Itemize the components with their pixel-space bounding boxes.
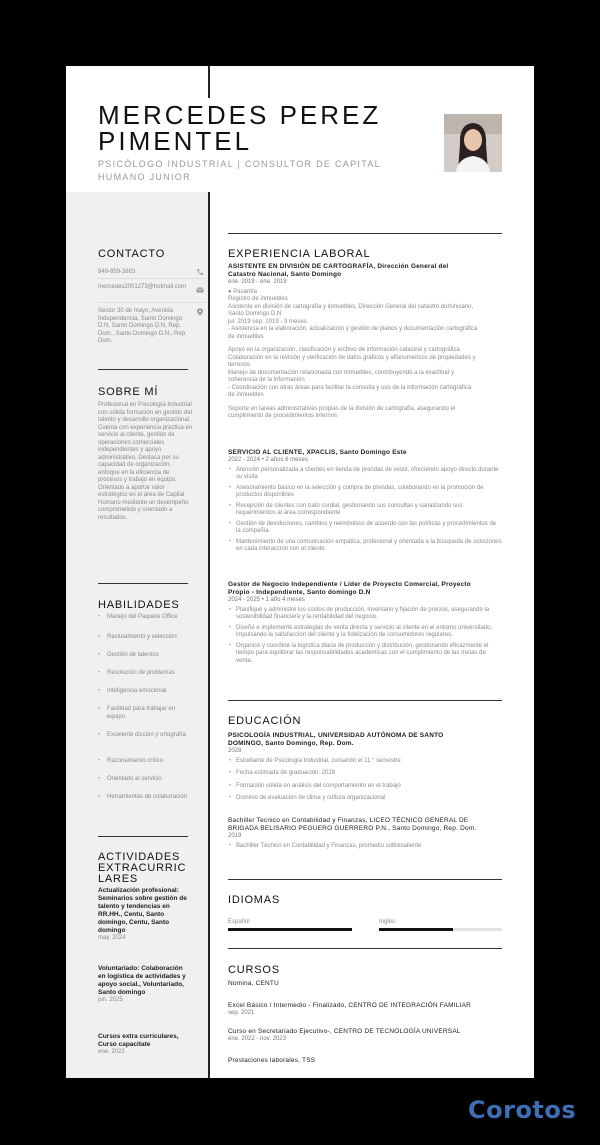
skill-item: • Orientado al servicio [98,776,194,794]
job-bullet: • Planifiqué y administré los costos de producción, inventario y fijación de precios, asegurando la sostenibilidad financiera y la rentabilidad del negocio. [228,607,502,622]
language-level-fill [228,928,352,931]
skill-item: • Gestión de talentos [98,652,194,670]
about-text: Profesional en Psicología Industrial con sólida formación en gestión del talento y desarrollo organizacional. Cuenta con experiencia práctica en servicio al cliente, gestión de operaciones comerciales independientes y apoyo administrativo. Destaca por su capacidad de organización, enfoque en la eficiencia de procesos y trabajo en equipo. Orientado a aportar valor estratégico en el área de Capital Humano mediante un desempeño comprometido y orientado a resultados. [98,402,193,521]
language-bar [228,928,352,931]
sidebar-rule [98,836,188,837]
skill-item: • Razonamiento crítico [98,758,194,776]
language-name: Inglés [379,919,396,925]
sidebar-rule [98,369,188,370]
skill-item: • Manejo del Paquete Office [98,614,194,634]
skill-item: • Reclutamiento y selección [98,634,194,652]
education-bullet: • Dominio de evaluación de clima y cultura organizacional [228,795,478,803]
activity-item: Actualización profesional: Seminarios sobre gestión de talento y tendencias en RR.HH., Centu, Santo domingo, Centu, Santo domingo may. 2024 [98,887,187,941]
skills-list [98,614,194,812]
language-name: Español [228,919,250,925]
job-bullet: • Gestión de devoluciones, cambios y reembolsos de acuerdo con las políticas y procedimientos de la compañía [228,521,502,536]
language-level-fill [379,928,453,931]
course-list [228,980,498,1065]
experience-heading: EXPERIENCIA LABORAL [228,248,371,260]
job-bullet: • Atención personalizada a clientes en tienda de prendas de vestir, ofreciendo apoyo directo durante su visita [228,467,502,482]
skill-item: • Excelente dicción y ortografía [98,732,194,758]
phone-text: 849-859-3803 [98,269,136,275]
email-text[interactable]: mercedes2001273@hotmail.com [98,284,187,290]
about-heading: SOBRE MÍ [98,386,159,398]
activity-item: Cursos extra curriculares, Curso capacitate ene. 2022 [98,1033,179,1055]
education-bullet: • Estudiante de Psicología Industrial, cursando el 11.° semestre [228,758,478,766]
job-bullet: • Organicé y coordiné la logística diaria de producción y distribución, gestionando eficazmente el tiempo para equilibrar las responsabilidades académicas con el cumplimiento de las metas de venta. [228,643,502,666]
person-name: MERCEDES PEREZ PIMENTEL [98,100,382,156]
location-pin-icon [196,308,204,316]
sidebar-rule [98,583,188,584]
mail-icon [196,286,204,294]
skill-item: • Facilidad para trabajar en equipo [98,706,194,732]
education-bullet: • Formación sólida en análisis del comportamiento en el trabajo [228,783,478,791]
column-divider [208,192,210,1078]
job-bullet: • Recepción de clientes con trato cordial, gestionando sus consultas y canalizando sus requerimientos al área correspondiente [228,503,502,518]
job-entry: SERVICIO AL CLIENTE, XPACLIS, Santo Domingo Este 2022 - 2024 • 2 años 6 meses • Atención personalizada a clientes en tienda de prendas de vestir, ofreciendo apoyo directo durante su visita • Asesoramiento básico en la selección y compra de prendas, colaborando en la promoción de productos disponibles • Recepción de clientes con trato cordial, gestionando sus consultas y canalizando sus requerimientos al área correspondiente • Gestión de devoluciones, cambios y reembolsos de acuerdo con las políticas y procedimientos de la compañía • Mantenimiento de una comunicación empática, profesional y orientada a la búsqueda de soluciones en cada interacción con el cliente [228,449,502,554]
course-item: Prestaciones laborales, TSS [228,1057,316,1064]
section-rule [228,233,502,234]
course-date: ene. 2022 - nov. 2023 [228,1035,286,1042]
section-rule [228,879,502,880]
job-bullet: • Asesoramiento básico en la selección y compra de prendas, colaborando en la promoción de productos disponibles [228,485,502,500]
contact-divider [98,302,206,303]
language-bar [379,928,502,931]
address-text: Sector 30 de mayo, Avenida Independencia, Santo Domingo D.N, Santo Domingo D.N, Rep. Dom., Santo Domingo D.N., Rep. Dom. [98,308,187,344]
activity-item: Voluntariado: Colaboración en logística de actividades y apoyo social., Voluntariado, Santo domingo jun. 2025 [98,965,186,1003]
contact-heading: CONTACTO [98,248,166,260]
job-entry: Gestor de Negocio Independiente / Líder de Proyecto Comercial, Proyecto Propio - Independiente, Santo domingo D.N 2024 - 2025 • 1 año 4 meses • Planifiqué y administré los costos de producción, inventario y fijación de precios, asegurando la sostenibilidad financiera y la rentabilidad del negocio. • Diseñé e implementé estrategias de venta directa y servicio al cliente en el entorno universitario, impulsando la satisfacción del cliente y la fidelización de consumidores regulares. • Organicé y coordiné la logística diaria de producción y distribución, gestionando eficazmente el tiempo para equilibrar las responsabilidades académicas con el cumplimiento de las metas de venta. [228,581,502,665]
contact-divider [98,278,206,279]
skill-item: • Inteligencia emocional [98,688,194,706]
section-rule [228,700,502,701]
profile-photo [444,114,502,172]
job-entry: ASISTENTE EN DIVISIÓN DE CARTOGRAFÍA, Dirección General del Catastro Nacional, Santo Domingo ene. 2019 - ene. 2019 ● Pasantía Registro de inmuebles Asistente en división de cartografía y inmuebles, Dirección General del catastro dominicano, Santo Domingo D.N jul. 2019 sep. 2019 - 3 meses - Asistencia en la elaboración, actualización y gestión de planos y documentación cartográfica de inmuebles Apoyo en la organización, clasificación y archivo de información catastral y cartográfica Colaboración en la revisión y verificación de datos gráficos y alfanuméricos de propiedades y terrenos Manejo de documentación relacionada con inmuebles, contribuyendo a la exactitud y coherencia de la información - Coordinación con otras áreas para facilitar la consulta y uso de la información cartográfica de inmuebles Soporte en tareas administrativas propias de la división de cartografía, asegurando el cumplimiento de procedimientos internos [228,263,478,419]
job-bullet: • Mantenimiento de una comunicación empática, profesional y orientada a la búsqueda de soluciones en cada interacción con el cliente [228,539,502,554]
activities-heading: ACTIVIDADES EXTRACURRIC LARES [98,851,187,885]
top-divider [208,66,210,98]
job-title: PSICÓLOGO INDUSTRIAL | CONSULTOR DE CAPITAL HUMANO JUNIOR [98,159,381,182]
skill-item: • Resolución de problemas [98,670,194,688]
courses-heading: CURSOS [228,964,280,976]
education-entry: Bachiller Tecnico en Contabilidad y Finanzas, LICEO TÉCNICO GENERAL DE BRIGADA BELISARIO PEGUERO GUERRERO P.N., Santo Domingo, Rep. Dom. 2019 • Bachiller Técnico en Contabilidad y Finanzas, promedio sobresaliente [228,817,496,850]
course-date: sep. 2021 [228,1010,255,1016]
job-description: ● Pasantía Registro de inmuebles Asistente en división de cartografía y inmuebles, Dirección General del catastro dominicano, Santo Domingo D.N jul. 2019 sep. 2019 - 3 meses - Asistencia en la elaboración, actualización y gestión de planos y documentación cartográfica de inmuebles Apoyo en la organización, clasificación y archivo de información catastral y cartográfica Colaboración en la revisión y verificación de datos gráficos y alfanuméricos de propiedades y terrenos Manejo de documentación relacionada con inmuebles, contribuyendo a la exactitud y coherencia de la información - Coordinación con otras áreas para facilitar la consulta y uso de la información cartográfica de inmuebles Soporte en tareas administrativas propias de la división de cartografía, asegurando el cumplimiento de procedimientos internos [228,288,478,419]
languages-heading: IDIOMAS [228,894,281,906]
course-item: Curso en Secretariado Ejecutivo-, CENTRO DE TECNOLOGÍA UNIVERSAL [228,1027,461,1035]
education-bullet: • Fecha estimada de graduación: 2028 [228,770,478,778]
course-item: Nomina, CENTU [228,980,279,987]
job-bullet: • Diseñé e implementé estrategias de venta directa y servicio al cliente en el entorno universitario, impulsando la satisfacción del cliente y la fidelización de consumidores regulares. [228,625,502,640]
resume-page [66,66,534,1078]
phone-icon [196,268,204,276]
education-bullet: • Bachiller Técnico en Contabilidad y Finanzas, promedio sobresaliente [228,843,496,851]
skills-heading: HABILIDADES [98,599,180,611]
section-rule [228,948,502,949]
education-entry: PSICOLOGÍA INDUSTRIAL, UNIVERSIDAD AUTÓNOMA DE SANTO DOMINGO, Santo Domingo, Rep. Dom. 2028 • Estudiante de Psicología Industrial, cursando el 11.° semestre • Fecha estimada de graduación: 2028 • Formación sólida en análisis del comportamiento en el trabajo • Dominio de evaluación de clima y cultura organizacional [228,732,478,803]
course-item: Excel Básico / Intermedio - Finalizado, CENTRO DE INTEGRACIÓN FAMILIAR [228,1002,472,1009]
skill-item: • Herramientas de colaboración [98,794,194,812]
watermark-logo: Corotos [468,1096,577,1124]
education-heading: EDUCACIÓN [228,715,302,727]
